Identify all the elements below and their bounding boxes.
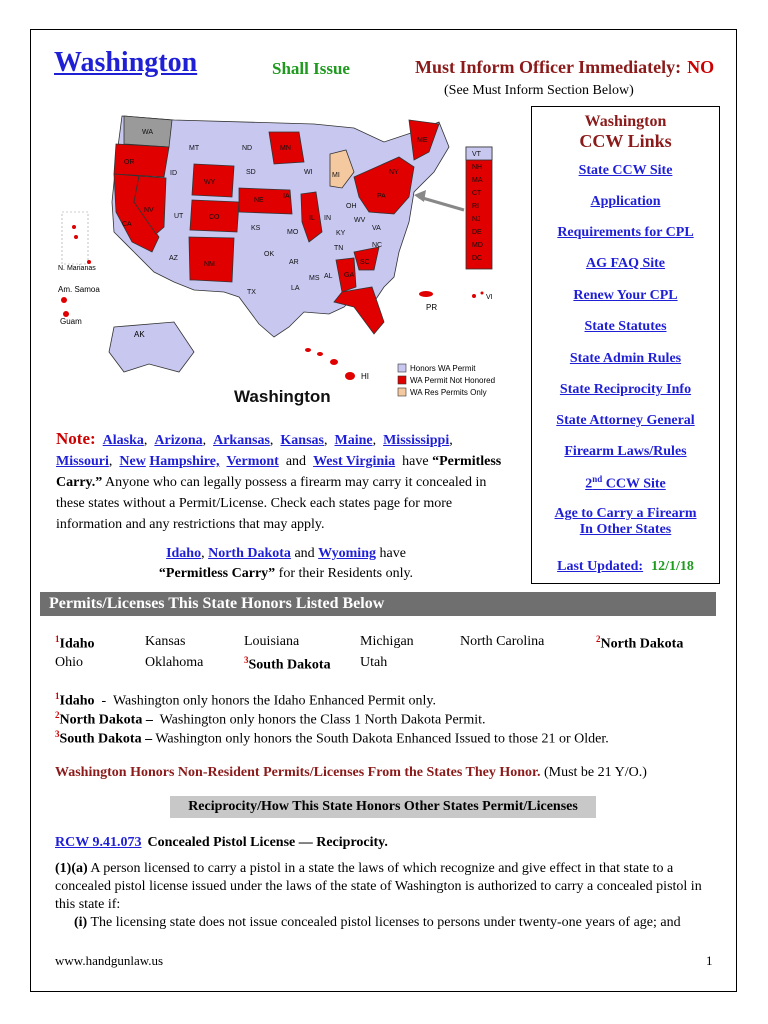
svg-text:LA: LA [291,285,300,292]
svg-text:DE: DE [472,229,482,236]
svg-text:NJ: NJ [472,216,481,223]
note-text: Anyone who can legally possess a firearm may carry it concealed in these states without a Permit/License. Check each states page for more information and any restrictions that may apply. [56,475,487,532]
svg-text:SD: SD [246,169,256,176]
svg-text:MD: MD [472,242,483,249]
svg-text:MN: MN [280,145,291,152]
rcw-title: Concealed Pistol License — Reciprocity. [147,835,388,850]
svg-text:WV: WV [354,217,366,224]
state-link-mississippi[interactable]: Mississippi [383,433,450,448]
shall-issue-label: Shall Issue [272,59,350,78]
note-label: Note: [56,429,96,448]
honored-idaho: $^1$Idaho [55,634,95,652]
svg-text:AR: AR [289,259,299,266]
svg-text:VI: VI [486,294,493,301]
svg-text:TX: TX [247,289,256,296]
svg-text:KS: KS [251,225,261,232]
must-inform-label [415,57,714,78]
svg-text:OR: OR [124,159,135,166]
svg-text:VA: VA [372,225,381,232]
nonresident-note: Washington Honors Non-Resident Permits/Licenses From the States They Honor. (Must be 21 Y/O.) [55,765,647,780]
links-heading-2: CCW Links [579,131,672,151]
state-link-arizona[interactable]: Arizona [154,433,203,448]
east-state-list [466,147,492,269]
link-requirements-cpl[interactable]: Requirements for CPL [557,225,694,240]
state-link-new[interactable]: New [119,454,146,469]
state-ne [239,188,292,214]
svg-text:OK: OK [264,251,275,258]
svg-text:ME: ME [417,137,428,144]
state-link-hampshire[interactable]: Hampshire, [149,454,220,469]
svg-text:PA: PA [377,193,386,200]
rcw-link[interactable]: RCW 9.41.073 [55,835,142,850]
link-firearm-laws[interactable]: Firearm Laws/Rules [564,444,687,459]
state-link-alaska[interactable]: Alaska [102,433,144,448]
page-title[interactable]: Washington [54,47,198,78]
state-nm [189,237,234,282]
honored-oklahoma: Oklahoma [145,655,204,670]
ccw-links-box [531,106,720,584]
statute-paragraph: (1)(a) A person licensed to carry a pistol in a state the laws of which recognize and give effect in that state to a concealed pistol license issued under the laws of the state of Washington is authorized to carry a concealed pistol in this state if: [55,861,702,912]
svg-text:Am. Samoa: Am. Samoa [58,285,100,294]
reciprocity-heading: Reciprocity/How This State Honors Other States Permit/Licenses [170,796,596,818]
honored-north-carolina: North Carolina [460,634,545,649]
link-application[interactable]: Application [590,194,661,209]
svg-text:HI: HI [361,372,369,381]
honored-michigan: Michigan [360,634,414,649]
link-age-to-carry[interactable]: Age to Carry a Firearm In Other States [554,506,697,537]
statute-item: (i) The licensing state does not issue concealed pistol licenses to persons under twenty-one years of age; and [74,915,681,930]
see-note: (See Must Inform Section Below) [444,83,634,98]
links-heading-1: Washington [584,113,667,130]
state-link-idaho[interactable]: Idaho [166,546,202,561]
svg-text:ID: ID [170,170,177,177]
svg-text:NE: NE [254,197,264,204]
honored-south-dakota: $^3$South Dakota [244,655,331,673]
state-link-north-dakota[interactable]: North Dakota [208,546,291,561]
state-link-vermont[interactable]: Vermont [226,454,279,469]
rcw-heading [55,835,388,851]
honored-louisiana: Louisiana [244,634,300,649]
svg-text:CO: CO [209,214,220,221]
residents-note: Idaho, North Dakota and Wyoming have “Permitless Carry” for their Residents only. [158,546,414,581]
svg-text:MA: MA [472,177,483,184]
svg-text:PR: PR [426,303,438,312]
svg-text:WY: WY [204,179,216,186]
svg-text:AZ: AZ [169,255,178,262]
honored-ohio: Ohio [55,655,83,670]
honors-heading: Permits/Licenses This State Honors Listed Below [40,592,716,616]
state-link-missouri[interactable]: Missouri [56,454,109,469]
state-or [114,144,169,177]
link-state-ccw-site[interactable]: State CCW Site [578,163,673,178]
svg-text:Guam: Guam [60,317,82,326]
svg-text:NH: NH [472,164,483,171]
state-link-west-virginia[interactable]: West Virginia [313,454,396,469]
link-renew-cpl[interactable]: Renew Your CPL [573,288,678,303]
svg-text:VT: VT [472,151,481,158]
svg-text:WI: WI [304,169,313,176]
footnote-idaho: $^1$Idaho - Washington only honors the Idaho Enhanced Permit only. [55,691,436,709]
honored-utah: Utah [360,655,388,670]
svg-text:SC: SC [360,259,370,266]
footnote-north-dakota: $^2$North Dakota – Washington only honors the Class 1 North Dakota Permit. [55,710,486,728]
map-legend [398,364,495,397]
svg-text:RI: RI [472,203,479,210]
must-inform-value: NO [687,57,715,77]
svg-text:AK: AK [134,330,145,339]
state-link-maine[interactable]: Maine [334,433,373,448]
last-updated [532,559,719,575]
svg-text:WA: WA [142,129,154,136]
honored-kansas: Kansas [145,634,186,649]
svg-text:MI: MI [332,172,340,179]
must-inform-text: Must Inform Officer Immediately: [415,57,682,77]
svg-text:UT: UT [174,213,184,220]
link-state-statutes[interactable]: State Statutes [584,319,667,334]
footer-site: www.handgunlaw.us [55,953,164,968]
link-state-admin-rules[interactable]: State Admin Rules [569,351,682,366]
svg-text:MT: MT [189,145,200,152]
reciprocity-map [54,102,524,422]
svg-text:IN: IN [324,215,331,222]
state-link-arkansas[interactable]: Arkansas [213,433,270,448]
legend-res-only: WA Res Permits Only [410,388,487,397]
svg-text:ND: ND [242,145,253,152]
state-link-wyoming[interactable]: Wyoming [318,546,376,561]
svg-text:GA: GA [344,272,355,279]
svg-text:IA: IA [283,193,290,200]
last-updated-date: 12/1/18 [651,559,694,574]
permitless-note: Note: Alaska, Arizona, Arkansas, Kansas, Maine, Mississippi, Missouri, New Hampshire, Vermont and West Virginia have “Permitless Carry.” Anyone who can legally possess a firearm may carry it concealed in these states without a Permit/License. Check each states page for more information and any restrictions that may apply. [56,429,502,532]
link-state-attorney-general[interactable]: State Attorney General [556,413,695,428]
svg-text:IL: IL [309,215,315,222]
svg-text:NY: NY [389,169,399,176]
svg-text:MO: MO [287,229,299,236]
svg-text:CA: CA [122,221,132,228]
svg-text:NC: NC [372,242,383,249]
svg-text:DC: DC [472,255,483,262]
map-title: Washington [234,387,331,406]
page-number: 1 [706,953,713,968]
link-second-ccw-site[interactable]: 2nd CCW Site [585,474,666,492]
state-link-kansas[interactable]: Kansas [280,433,324,448]
svg-text:N. Marianas: N. Marianas [58,265,96,272]
svg-text:NM: NM [204,261,215,268]
svg-text:TN: TN [334,245,344,252]
svg-text:KY: KY [336,230,346,237]
legend-honors: Honors WA Permit [410,364,476,373]
svg-text:MS: MS [309,275,320,282]
svg-text:OH: OH [346,203,357,210]
footnote-south-dakota: $^3$South Dakota – Washington only honors the South Dakota Enhanced Issued to those 21 or Older. [55,729,609,747]
last-updated-label[interactable]: Last Updated: [557,559,644,574]
permitless-carry: “Permitless Carry.” [56,454,502,490]
link-state-reciprocity[interactable]: State Reciprocity Info [559,382,692,397]
svg-text:NV: NV [144,207,154,214]
legend-not-honored: WA Permit Not Honored [410,376,496,385]
svg-text:AL: AL [324,273,333,280]
honored-north-dakota: $^2$North Dakota [596,634,684,652]
link-ag-faq[interactable]: AG FAQ Site [585,256,666,271]
svg-text:CT: CT [472,190,482,197]
